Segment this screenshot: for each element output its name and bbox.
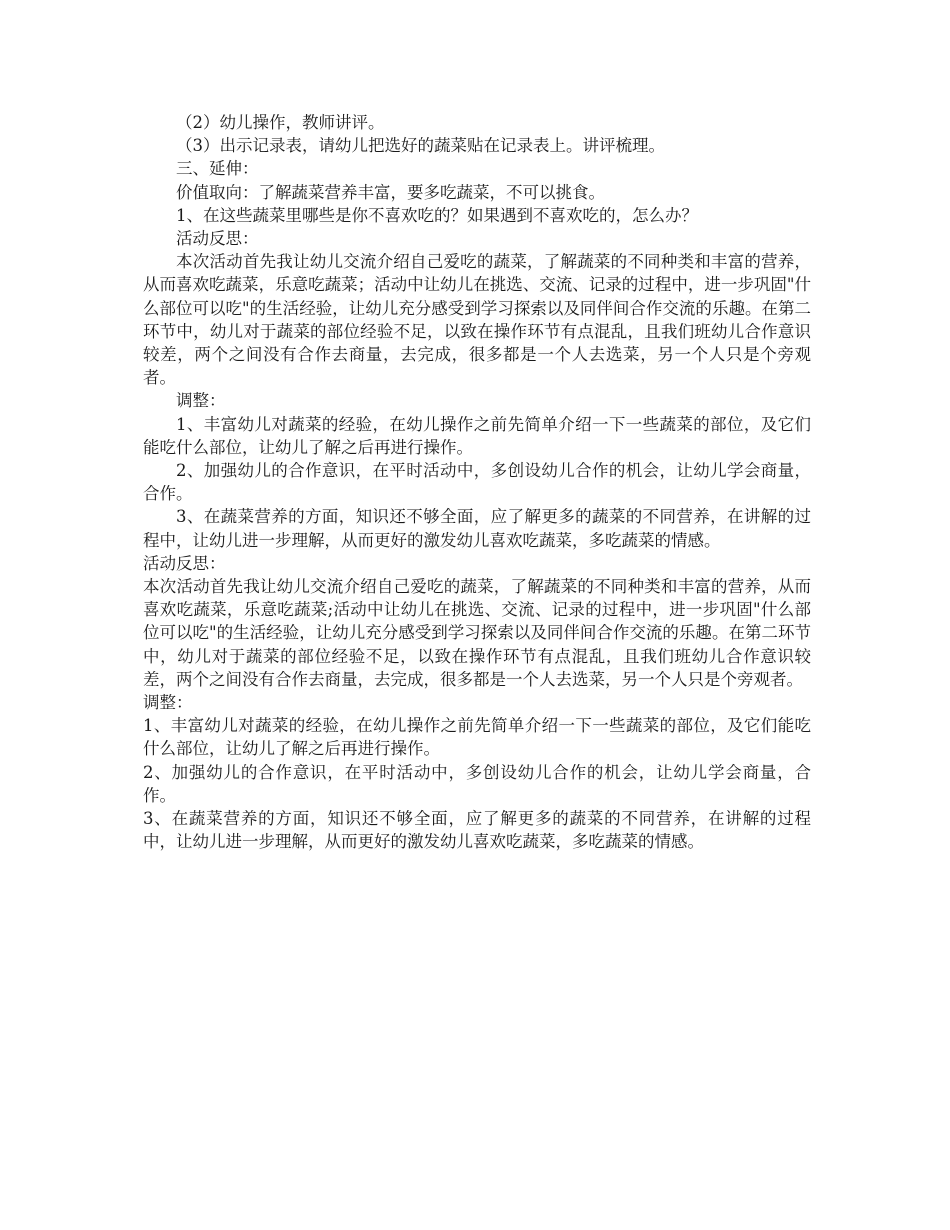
step-3-line: （3）出示记录表，请幼儿把选好的蔬菜贴在记录表上。讲评梳理。 [176, 136, 665, 156]
reflection-paragraph: 本次活动首先我让幼儿交流介绍自己爱吃的蔬菜，了解蔬菜的不同种类和丰富的营养，从而喜欢吃蔬菜，乐意吃蔬菜；活动中让幼儿在挑选、交流、记录的过程中，进一步巩固"什么部位可以吃"的生活经验，让幼儿充分感受到学习探索以及同伴间合作交流的乐趣。在第二环节中，幼儿对于蔬菜的部位经验不足，以致在操作环节有点混乱，且我们班幼儿合作意识较差，两个之间没有合作去商量，去完成，很多都是一个人去选菜，另一个人只是个旁观者。 [143, 252, 811, 388]
extension-heading: 三、延伸： [176, 159, 259, 179]
reflection-heading: 活动反思： [176, 229, 259, 249]
adjustment-item-3-repeat: 3、在蔬菜营养的方面，知识还不够全面，应了解更多的蔬菜的不同营养，在讲解的过程中，让幼儿进一步理解，从而更好的激发幼儿喜欢吃蔬菜，多吃蔬菜的情感。 [143, 809, 811, 852]
extension-question: 1、在这些蔬菜里哪些是你不喜欢吃的？如果遇到不喜欢吃的，怎么办？ [176, 205, 698, 225]
step-2-line: （2）幼儿操作，教师讲评。 [176, 113, 385, 132]
adjustment-item-2-repeat: 2、加强幼儿的合作意识，在平时活动中，多创设幼儿合作的机会，让幼儿学会商量，合作。 [143, 762, 811, 805]
adjustment-item-1-repeat: 1、丰富幼儿对蔬菜的经验，在幼儿操作之前先简单介绍一下一些蔬菜的部位，及它们能吃什么部位，让幼儿了解之后再进行操作。 [143, 716, 811, 759]
adjustment-item-3: 3、在蔬菜营养的方面，知识还不够全面，应了解更多的蔬菜的不同营养，在讲解的过程中，让幼儿进一步理解，从而更好的激发幼儿喜欢吃蔬菜，多吃蔬菜的情感。 [143, 507, 811, 550]
adjustment-heading-repeat: 调整： [143, 693, 193, 713]
adjustment-heading: 调整： [176, 391, 226, 411]
adjustment-item-1: 1、丰富幼儿对蔬菜的经验，在幼儿操作之前先简单介绍一下一些蔬菜的部位，及它们能吃什么部位，让幼儿了解之后再进行操作。 [143, 414, 811, 457]
document-body [143, 111, 811, 854]
value-orientation: 价值取向：了解蔬菜营养丰富，要多吃蔬菜，不可以挑食。 [176, 182, 605, 202]
adjustment-item-2: 2、加强幼儿的合作意识，在平时活动中，多创设幼儿合作的机会，让幼儿学会商量，合作。 [143, 461, 811, 504]
reflection-paragraph-repeat: 本次活动首先我让幼儿交流介绍自己爱吃的蔬菜，了解蔬菜的不同种类和丰富的营养，从而喜欢吃蔬菜，乐意吃蔬菜;活动中让幼儿在挑选、交流、记录的过程中，进一步巩固"什么部位可以吃"的生活经验，让幼儿充分感受到学习探索以及同伴间合作交流的乐趣。在第二环节中，幼儿对于蔬菜的部位经验不足，以致在操作环节有点混乱，且我们班幼儿合作意识较差，两个之间没有合作去商量，去完成，很多都是一个人去选菜，另一个人只是个旁观者。 [143, 577, 811, 689]
reflection-heading-repeat: 活动反思： [143, 553, 226, 573]
